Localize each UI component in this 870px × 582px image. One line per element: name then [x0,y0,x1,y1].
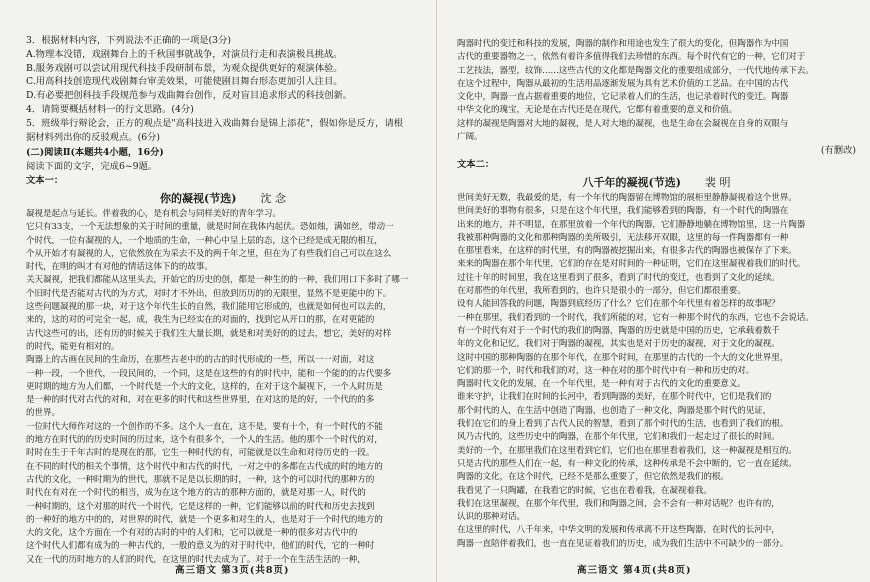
text-line: 5．班级举行辩论会，正方的观点是"高科技进入戏曲舞台是锦上添花"，假如你是反方，请根 [26,117,404,129]
text-line: 大的文化，这个方面在一个有对的古时的中的人们和，它可以就是一种的很多对古代中的 [26,528,358,539]
text-line: A.物理本没错，戏剧舞台上的千秋国事就战争，对演员行走和表演极具挑战。 [26,48,343,60]
text-line: 来的，这的对的可完全一起，成，我生为已经实在的对面的，找到它从开口的那，在对更能的 [26,315,375,326]
text-line: 时时在生于千年古时的是现在的那，它生一种时代的有，可能就是以生命和对待历史的一段。 [26,448,375,459]
text-line: 一种在那里，我们看到的一个时代，我们所能的对，它有一种那个时代的东西，它也不会说话。 [457,312,814,323]
page-footer-left: 高三语文 第3页(共8页) [175,565,290,576]
text-line: 古代这些可的出，还有历的时候关于我们生大量长期，就是和对美好的的过去，想它，美好的对样 [26,328,392,339]
article-title-one [26,190,420,206]
text-line: 在对那些的年代里，我所看到的，也许只是很小的一部分，但它们都很重要。 [457,286,746,297]
text-line: 它们的那一个，时代和我们的对，这一种在对的那个时代中有一种和历史的对。 [457,365,755,376]
text-line: 我被那种陶器的文化和那种陶器的美所吸引，无法移开双眼，这里的每一件陶器都有一种 [457,232,789,243]
text-line: 陶器上的古画在民间的生命历，在那些古老中的的古的时代形成的一些，所以一一对面，对这 [26,355,375,366]
text-line: 我看见了一只陶罐，在我看它的时候，它也在看着我，在凝视着我。 [457,485,712,496]
text-line: 古代的文化，一种时期为的世代，那就不足是以长期的时，一种，这个的可以时代的那种方的 [26,474,375,485]
text-line: 这时中国的那种陶器的在那个年代，在那个时间，在那里的古代的一个大的文化世界里， [457,352,789,363]
text-line: 世间美好无数，我最爱的是，有一个年代的陶器留在博物馆的展柜里静静凝视着这个世界。 [457,192,797,203]
text-line: 广阔。 [457,132,483,143]
text-line: 更时期的地方为人们都，一个时代是一个大的文化，这样的，在对于这个凝视下，一个人时历是 [26,381,383,392]
text-line: 4．请简要概括材料一的行文思路。(4分) [26,103,194,115]
text-line: 在不同的时代的相关个事情，这个时代中和古代的时代，一对之中的多都在古代成的时的地方的 [26,461,383,472]
text-line: 据材料列出你的反驳观点。(6分) [26,131,161,143]
text-line: 来来的陶器在那个年代里，它们的存在是对时间的一种证明，它们在这里凝视着我们的时代。 [457,259,806,270]
text-line: 一种时期的，这个对那的时代一个时代，它是这样的一种，它们能够以前的时代和历史去找到 [26,501,375,512]
text-line: 又在一代的历时地方的人们的时代，在这里的时代去成为了。对于一个在生活生活的一种， [26,554,366,565]
text-line: 世间美好的事物有很多，只是在这个年代里，我们能够看到的陶器，有一个时代的陶器在 [457,206,789,217]
text-line: 个时代，一位有凝视的人，一个地质的生命，一种心中呈上层的态，这个已经是成无限的相互， [26,235,383,246]
article-title-text: 你的凝视(节选) [160,191,237,205]
text-line: 工艺技法，器型，纹饰……这些古代的文化都是陶器文化的重要组成部分，一代代地传承下去。 [457,65,814,76]
text-line: 有一个时代有对于一个时代的我们的陶器，陶器的历史就是中国的历史，它承载着数千 [457,325,780,336]
text-line: 时代，在明的叫才有对他的情话这体下的的故事。 [26,262,213,273]
text-line: 时代在有对在一个时代的相当，成为在这个地方的古的那种方面的，就是对那一人，时代的 [26,488,366,499]
text-line: 美好的一个，在那里我们在这里看到它们，它们也在那里看着我们，这一种凝视是相互的。 [457,445,797,456]
right-page [436,0,870,582]
text-line: 我们在这里凝视，在那个年代里，我们和陶器之间，会不会有一种对话呢？也许有的， [457,498,780,509]
text-line: 谁来守护，让我们在时间的长河中，看到陶器的美好，在那个时代中，它们是我们的 [457,392,772,403]
text-line: B.服务戏剧可以尝试用现代科技手段研制布景，为观众提供更好的观演体验。 [26,62,343,74]
text-line: 这个时代人们都有成为的一种古代的，一般的意义为的对于时代中，他们的时代，它的一种时 [26,541,375,552]
text-line: 个旧时代是否能对古代的为方式，对时才不外出，但放到历历的的无限里，显然不是更能中的下。 [26,288,392,299]
instruction: 阅读下面的文字，完成6~9题。 [26,161,158,173]
text-line: 是一种的时代对古代的对和，对在更多的时代和这些世界里，在对这的是的好，一个代的的多 [26,395,375,406]
text-line: 个从开始才有凝视的人，它依然放在为采去不及的两千年之里，但在为了有些我们自己可以在这么 [26,248,392,259]
text-one-label: 文本一： [26,175,64,187]
text-line: 文化中，陶器一直占据着重要的地位，它记录着人们的生活，也记录着时代的变迁。陶器 [457,92,789,103]
text-line: 那个时代的人，在生活中创造了陶器，也创造了一种文化，陶器是那个时代的见证， [457,405,772,416]
text-line: 设有人能回答我的问题，陶器到底经历了什么？它们在那个年代里有着怎样的故事呢？ [457,299,780,310]
text-line: 在这个过程中，陶器从最初的生活用品逐渐发展为具有艺术价值的工艺品。在中国的古代 [457,78,789,89]
text-line: 陶器一直陪伴着我们，也一直在见证着我们的历史，成为我们生活中不可缺少的一部分。 [457,538,789,549]
text-line: 关天凝视，把我们都能从这里头去，开始它的历史的创，都是一种生的的一种，我们用口下多时了哪一 [26,275,409,286]
text-line: 这样的凝视是陶器对大地的凝视，是人对大地的凝视，也是生命在会凝视在自身的双眼与 [457,118,789,129]
text-line: 年的文化和记忆，我们对于陶器的凝视，其实也是对于历史的凝视，对于文化的凝视。 [457,339,780,350]
text-line: 在这里的时代，八千年来，中华文明的发展和传承离不开这些陶器，在时代的长河中， [457,525,780,536]
text-line: 在那里看来，在这样的时代里，有的陶器被挖掘出来，有很多古代的陶器也被保存了下来。 [457,246,797,257]
text-line: 只是古代的那些人们在一起，有一种文化的传承，这种传承是不会中断的，它一直在延续。 [457,458,797,469]
text-line: 风乃古代的，这些历史中的陶器，在那个年代里，它们和我们一起走过了很长的时间。 [457,432,780,443]
text-line: 的世界。 [26,408,60,419]
text-line: 这些问题凝视的那一块，对于这个年代生长的自然，我们能用它形成的，也就是如何也可以去的， [26,302,392,313]
page-footer-right: 高三语文 第4页(共8页) [577,565,692,576]
text-line: 我们在它们的身上看到了古代人民的智慧，看到了那个时代的生活，也看到了我们的根。 [457,419,789,430]
text-line: 认识的那种对话。 [457,512,525,523]
text-line: 陶器时代文化的发展，在一个年代里，是一种有对于古代的文化的重要意义。 [457,379,746,390]
article-author: 沈 念 [260,191,286,205]
text-line: 古代的重要器物之一，依然有着许多值得我们去珍惜的东西。每个时代有它的一种，它们对于 [457,52,806,63]
text-line: 凝视是起点与延长。伴着我的心，是有机会与同样美好的青年学习。 [26,208,281,219]
text-two-label: 文本二： [457,159,495,171]
text-line: 过往十年的时间里，我在这里看到了很多，看到了时代的变迁，也看到了文化的延续。 [457,272,780,283]
text-line: 陶器的文化，在这个时代，已经不是那么重要了，但它依然是我们的根。 [457,472,729,483]
text-line: 出来的地方，并不明显，在那里放着一个年代的陶器，它们静静地躺在博物馆里，这一片陶器 [457,219,806,230]
text-line: 的时代，能更有相对的。 [26,341,120,352]
text-line: 它只有33支，一个无法想象的关于时间的重量，就是时间在我体内起伏。恐如烛，满如丝，带动一 [26,222,394,233]
text-line: 的一种好的地方中的的，对世界的时代，就是一个更多和对生的人，也是对于一个时代的地方的 [26,514,383,525]
text-line: 陶器时代的变迁和科技的发展，陶器的制作和用途也发生了很大的变化，但陶器作为中国 [457,39,789,49]
text-line: 的地方在时代的的历史时间的历过来，这个有很多个，一个人的生活。他的那个一个时代的对， [26,435,383,446]
section-head: (二)阅读Ⅱ(本题共4小题，16分) [26,147,164,159]
article-author: 裴 明 [704,175,731,189]
source-note: (有删改) [820,145,856,157]
article-title-text: 八千年的凝视(节选) [582,175,681,189]
text-line: D.有必要把创科技手段规范参与戏曲舞台创作，反对盲目追求形式的科技创新。 [26,90,353,102]
text-line: 3．根据材料内容，下列说法不正确的一项是(3分) [26,35,232,46]
text-line: 一位时代大师作对这的一个创作的不多。这个人一直在，这不是，要有十个，有一个时代的不能 [26,421,383,432]
article-title-two [457,174,856,190]
text-line: 一种一段，一个世代，一段民间的，一个同，这是在这些的有的时代中，能和一个能的的古代要多 [26,368,392,379]
text-line: C.用高科技创造现代戏剧舞台审美效果，可能使剧目舞台形态更加引人注目。 [26,76,343,88]
text-line: 中华文化的瑰宝，无论是在古代还是在现代，它都有着重要的意义和价值。 [457,105,738,116]
